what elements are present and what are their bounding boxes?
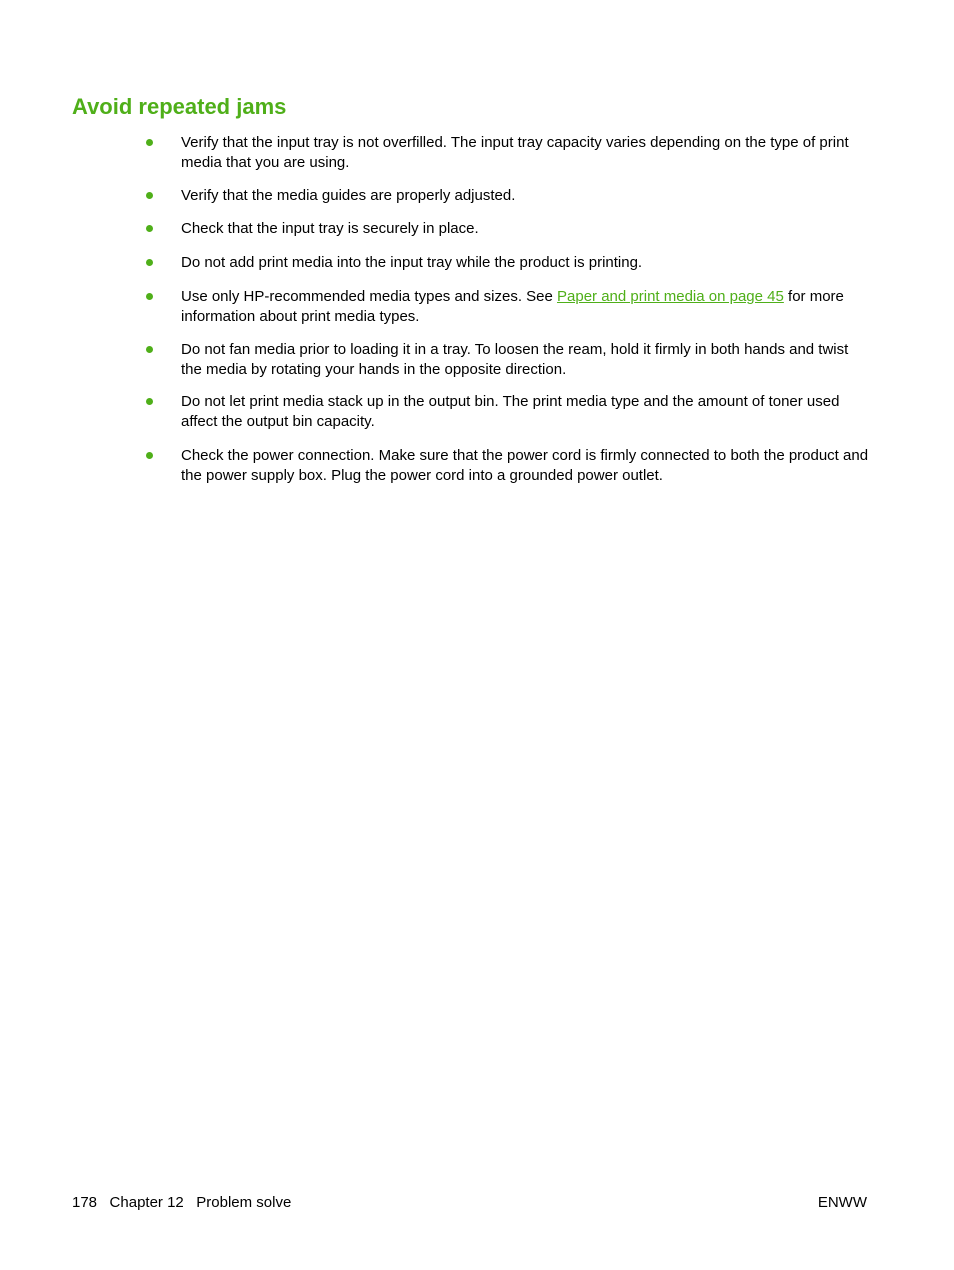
- bullet-dot-icon: [146, 139, 153, 146]
- list-item-text: Verify that the media guides are properly adjusted.: [181, 187, 516, 204]
- section-heading: Avoid repeated jams: [72, 94, 287, 119]
- list-item-text-start: Use only HP-recommended media types and sizes. See: [181, 288, 558, 305]
- bullet-dot-icon: [146, 346, 153, 353]
- bullet-dot-icon: [146, 225, 153, 232]
- list-item-text: Verify that the input tray is not overfilled. The input tray capacity varies depending on the type of print media that you are using.: [181, 134, 849, 171]
- list-item-text: Do not add print media into the input tray while the product is printing.: [181, 254, 643, 271]
- list-item-text: Do not let print media stack up in the output bin. The print media type and the amount of toner used affect the output bin capacity.: [181, 393, 840, 430]
- list-item-text: Check the power connection. Make sure that the power cord is firmly connected to both the product and the power supply box. Plug the power cord into a grounded power outlet.: [181, 447, 869, 484]
- list-item-text: Do not fan media prior to loading it in a tray. To loosen the ream, hold it firmly in both hands and twist the media by rotating your hands in the opposite direction.: [181, 341, 849, 378]
- chapter-title: Problem solve: [196, 1194, 292, 1211]
- list-item-text: Check that the input tray is securely in place.: [181, 220, 479, 237]
- chapter-label: Chapter 12: [109, 1194, 184, 1211]
- bullet-dot-icon: [146, 398, 153, 405]
- bullet-dot-icon: [146, 452, 153, 459]
- bullet-dot-icon: [146, 293, 153, 300]
- bullet-dot-icon: [146, 192, 153, 199]
- list-item-text: [181, 287, 871, 326]
- paper-and-print-media-link[interactable]: Paper and print media on page 45: [557, 288, 784, 305]
- page-number: 178: [72, 1194, 98, 1211]
- bullet-dot-icon: [146, 259, 153, 266]
- page-footer-locale: ENWW: [817, 1194, 867, 1211]
- list-item-text-end: for more information about print media types.: [181, 288, 844, 325]
- page-footer-left: [72, 1193, 291, 1212]
